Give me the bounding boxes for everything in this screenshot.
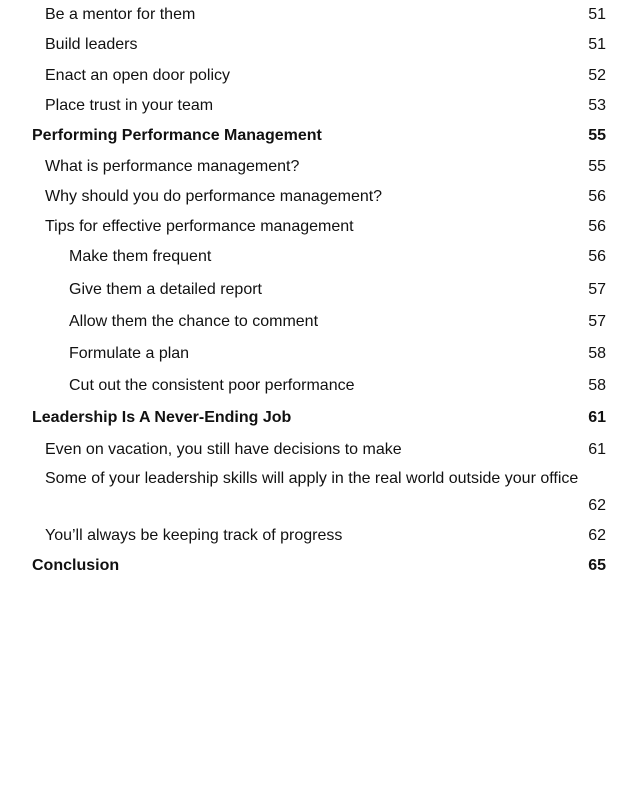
toc-entry-skills-real-world[interactable] xyxy=(0,466,640,518)
toc-entry-page: 62 xyxy=(588,527,606,544)
toc-entry-title: Give them a detailed report xyxy=(69,281,262,298)
toc-entry-page: 62 xyxy=(588,497,606,514)
toc-entry-page: 53 xyxy=(588,97,606,114)
toc-entry-title: Cut out the consistent poor performance xyxy=(69,377,355,394)
toc-entry-title: Be a mentor for them xyxy=(45,6,196,23)
toc-entry-page: 58 xyxy=(588,345,606,362)
toc-entry-title: Leadership Is A Never-Ending Job xyxy=(32,409,292,426)
toc-entry-page: 57 xyxy=(588,281,606,298)
toc-entry-page: 56 xyxy=(588,248,606,265)
toc-entry-title: Allow them the chance to comment xyxy=(69,313,319,330)
toc-entry-page: 51 xyxy=(588,6,606,23)
toc-entry-title: Performing Performance Management xyxy=(32,127,322,144)
toc-entry-page: 52 xyxy=(588,67,606,84)
toc-entry-page: 56 xyxy=(588,188,606,205)
toc-entry-title: Even on vacation, you still have decisions to make xyxy=(45,441,402,458)
toc-entry-title: Build leaders xyxy=(45,36,138,53)
toc-entry-title: Conclusion xyxy=(32,557,120,574)
toc-entry-page: 61 xyxy=(588,441,606,458)
toc-entry-title: Tips for effective performance management xyxy=(45,218,354,235)
toc-entry-page: 61 xyxy=(588,409,606,426)
toc-entry-page: 56 xyxy=(588,218,606,235)
toc-entry-page: 55 xyxy=(588,158,606,175)
toc-entry-title: Place trust in your team xyxy=(45,97,214,114)
toc-entry-title: Enact an open door policy xyxy=(45,67,231,84)
toc-entry-title: What is performance management? xyxy=(45,158,300,175)
toc-entry-title: You’ll always be keeping track of progress xyxy=(45,527,343,544)
toc-entry-page: 57 xyxy=(588,313,606,330)
toc-entry-title: Some of your leadership skills will apply in the real world outside your office xyxy=(45,470,579,487)
toc-entry-page: 51 xyxy=(588,36,606,53)
toc-entry-page: 58 xyxy=(588,377,606,394)
toc-entry-page: 65 xyxy=(588,557,606,574)
toc-entry-page: 55 xyxy=(588,127,606,144)
toc-entry-title: Why should you do performance management? xyxy=(45,188,383,205)
toc-entry-title: Make them frequent xyxy=(69,248,212,265)
toc-entry-title: Formulate a plan xyxy=(69,345,190,362)
